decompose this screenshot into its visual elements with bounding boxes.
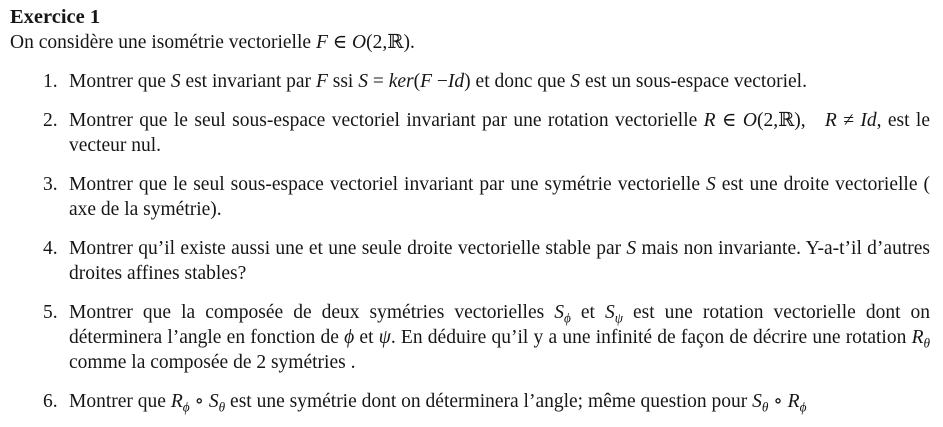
text-run: est invariant par: [180, 71, 316, 92]
text-run: Montrer que le seul sous-espace vectoriel invariant par une rotation vectorielle: [69, 110, 704, 131]
math-symbol: ∈: [715, 110, 743, 131]
subscript-phi: ϕ: [563, 310, 571, 326]
text-run: Montrer que: [69, 391, 171, 412]
list-item-5: [10, 300, 930, 375]
text-run: . En déduire qu’il y a une infinité de façon de décrire une rotation: [390, 327, 912, 348]
text-run: Montrer que: [69, 71, 171, 92]
item-number: 1.: [43, 71, 58, 92]
math-symbol: ∈: [327, 32, 353, 53]
math-run: Id: [447, 71, 465, 92]
math-run: S: [554, 302, 564, 323]
math-run: S: [752, 391, 762, 412]
math-run: R: [824, 110, 837, 131]
text-run: est un sous-espace vectoriel.: [580, 71, 807, 92]
math-run: O: [742, 110, 757, 131]
subscript-theta: θ: [923, 335, 930, 351]
math-run: (2,ℝ).: [366, 32, 415, 53]
item-number: 5.: [43, 302, 58, 323]
item-text: [69, 391, 807, 415]
item-text: [69, 238, 930, 284]
intro-paragraph: [10, 30, 930, 55]
math-run: S: [604, 302, 615, 323]
math-run: S: [358, 71, 368, 92]
subscript-theta: θ: [761, 399, 769, 415]
list-item-3: [10, 172, 930, 222]
text-run: ) et donc que: [464, 71, 571, 92]
math-run: (: [413, 71, 421, 92]
math-run: ker: [388, 71, 414, 92]
text-run: Montrer qu’il existe aussi une et une seule droite vectorielle stable par: [69, 238, 627, 259]
text-run: ssi: [327, 71, 359, 92]
text-run: comme la composée de 2 symétries .: [69, 352, 356, 373]
math-symbol: ≠: [836, 110, 861, 131]
subscript-phi: ϕ: [799, 399, 807, 415]
math-run: R: [911, 327, 924, 348]
list-item-1: [10, 69, 930, 94]
list-item-6: [10, 389, 930, 414]
item-number: 4.: [43, 238, 58, 259]
text-run: est une symétrie dont on déterminera l’angle; même question pour: [225, 391, 753, 412]
math-run: ϕ: [344, 327, 355, 348]
math-run: Id: [860, 110, 877, 131]
math-run: F: [315, 71, 328, 92]
compose-symbol: ∘: [768, 391, 788, 412]
text-run: et: [354, 327, 379, 348]
text-run: Montrer que le seul sous-espace vectoriel invariant par une symétrie vectorielle: [69, 174, 707, 195]
math-run: S: [706, 174, 716, 195]
math-run: (2,ℝ),: [756, 110, 825, 131]
list-item-4: [10, 236, 930, 286]
subscript-phi: ϕ: [182, 399, 190, 415]
item-number: 6.: [43, 391, 58, 412]
math-run: F: [315, 32, 328, 53]
math-run: R: [703, 110, 716, 131]
item-number: 3.: [43, 174, 58, 195]
item-text: [69, 71, 807, 92]
exercise-list: [10, 69, 930, 414]
math-run: S: [626, 238, 637, 259]
math-run: R: [170, 391, 183, 412]
list-item-2: [10, 108, 930, 158]
math-run: ψ: [378, 327, 391, 348]
math-symbol: =: [367, 71, 389, 92]
text-run: On considère une isométrie vectorielle: [10, 32, 316, 53]
exercise-title: Exercice 1: [10, 6, 101, 28]
item-text: [69, 110, 930, 156]
math-run: S: [170, 71, 181, 92]
text-run: est une droite vectorielle ( axe de la symétrie).: [69, 174, 930, 220]
item-text: [69, 174, 930, 220]
item-text: [69, 302, 930, 373]
text-run: Montrer que la composée de deux symétries vectorielles: [69, 302, 555, 323]
subscript-psi: ψ: [614, 310, 623, 326]
math-symbol: −: [432, 71, 448, 92]
math-run: S: [570, 71, 581, 92]
item-number: 2.: [43, 110, 58, 131]
math-run: O: [352, 32, 367, 53]
text-run: mais non invariante. Y-a-t’il d’autres droites affines stables?: [69, 238, 930, 284]
text-run: , est le vecteur nul.: [69, 110, 931, 156]
math-run: S: [208, 391, 219, 412]
compose-symbol: ∘: [189, 391, 209, 412]
text-run: et: [570, 302, 605, 323]
subscript-theta: θ: [218, 399, 226, 415]
math-run: F: [420, 71, 433, 92]
math-run: R: [787, 391, 800, 412]
text-run: est une rotation vectorielle dont on déterminera l’angle en fonction de: [69, 302, 931, 348]
